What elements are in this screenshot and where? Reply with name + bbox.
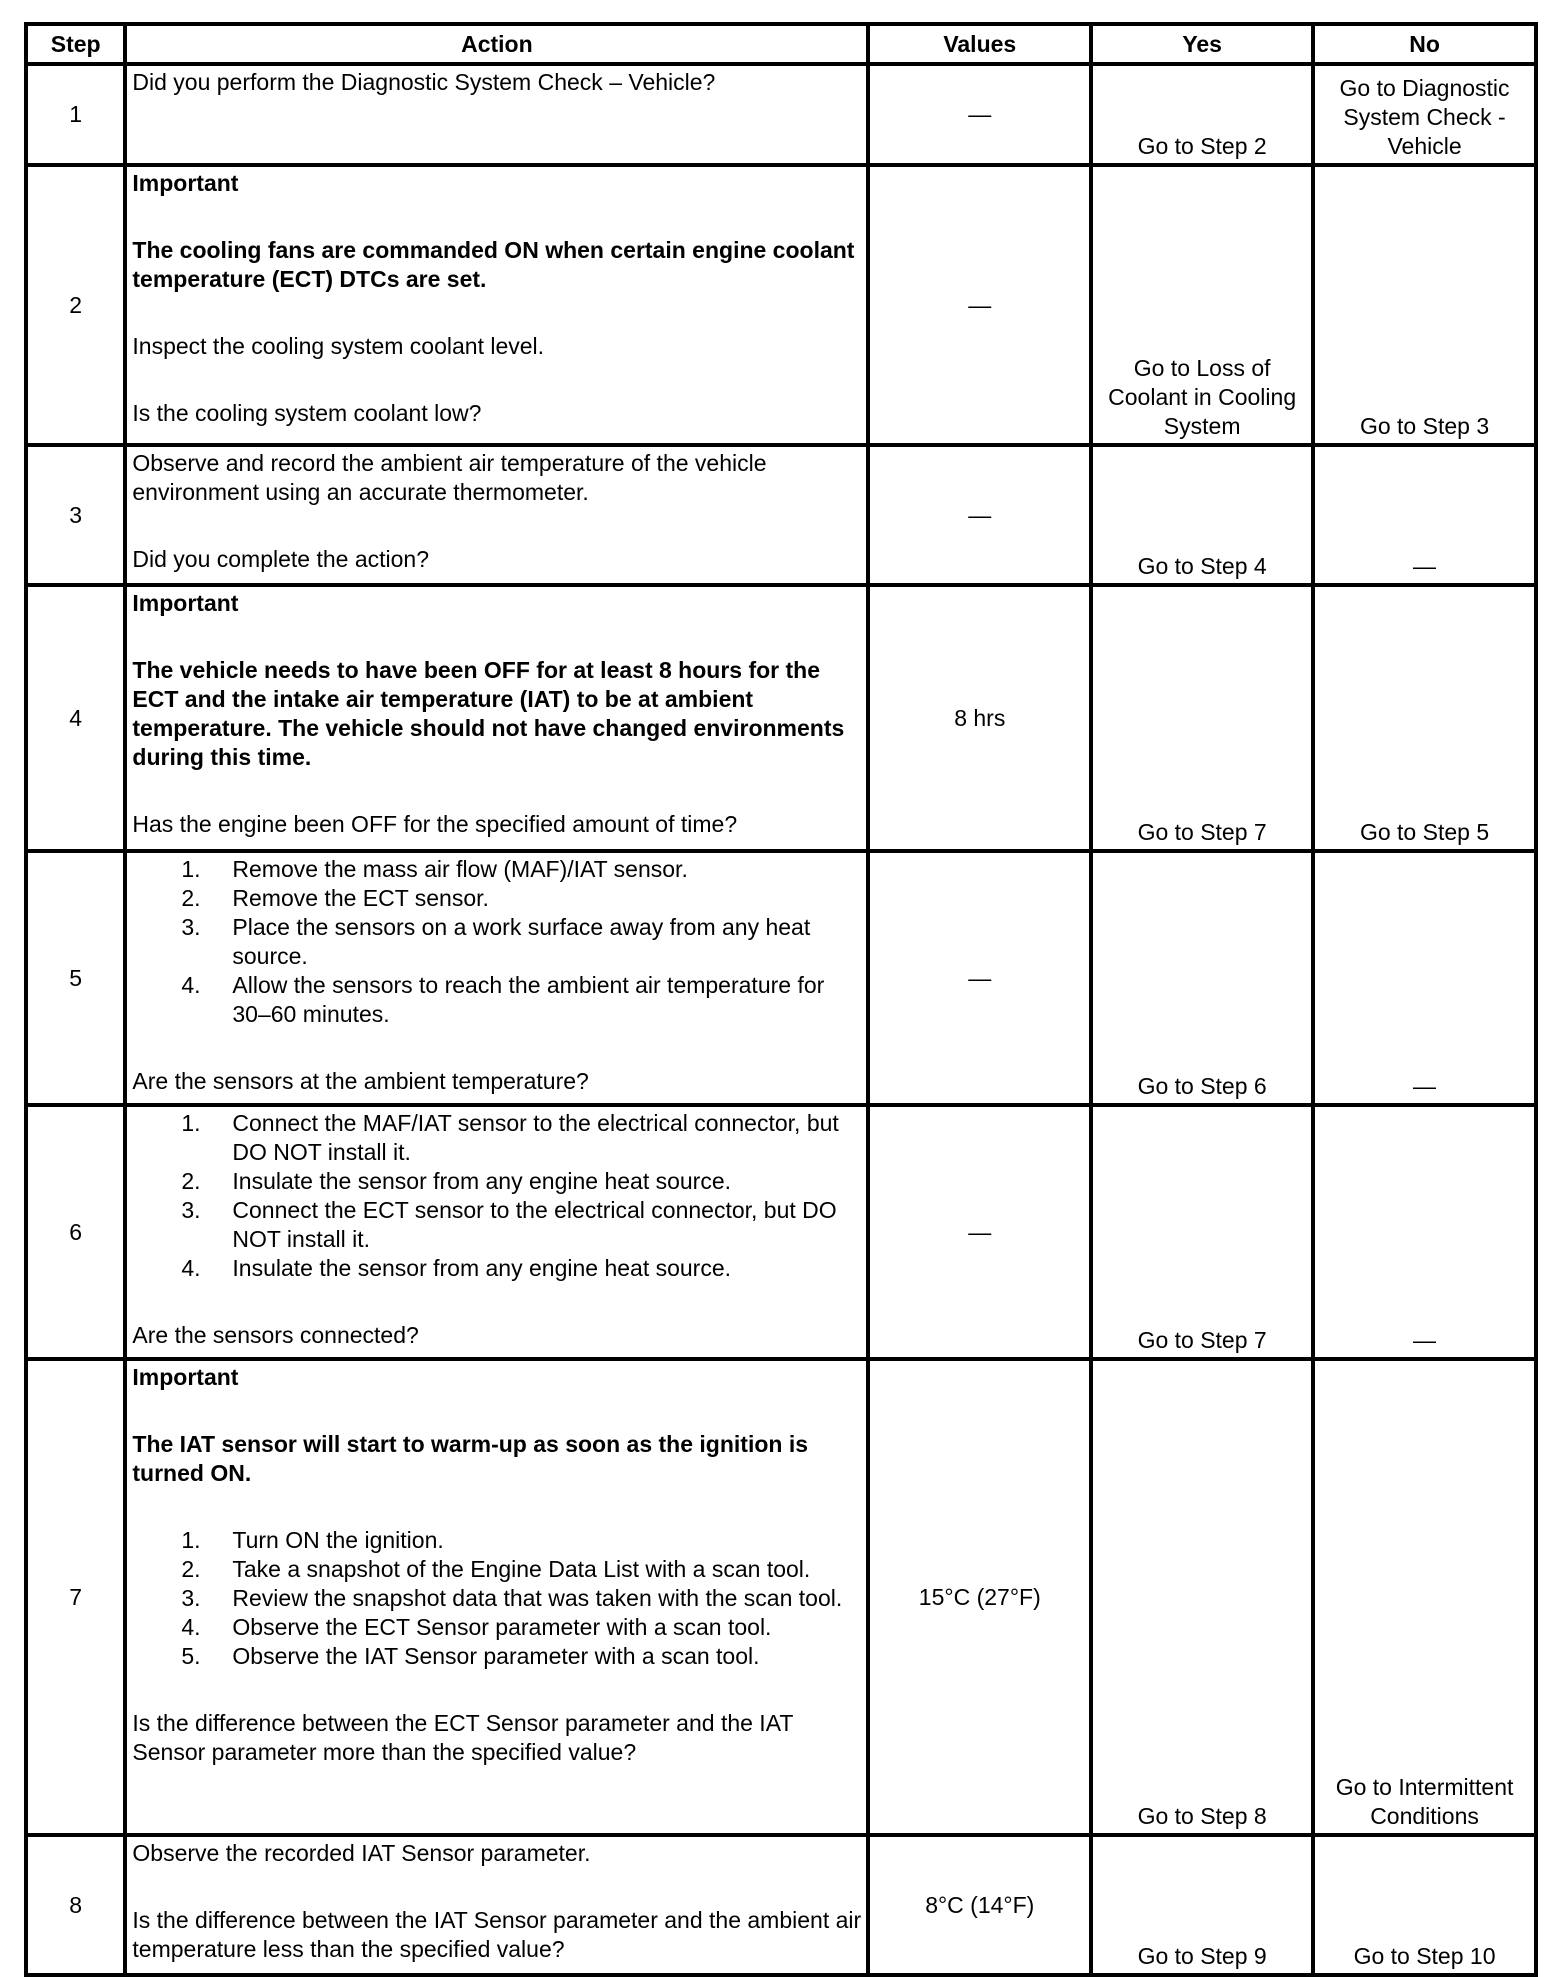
important-label: Important	[132, 1364, 239, 1390]
list-item: 3. Connect the ECT sensor to the electrical connector, but DO NOT install it.	[181, 1197, 837, 1252]
no-cell: Go to Step 10	[1313, 1835, 1536, 1975]
table-row	[26, 165, 1536, 445]
step-number: 3	[26, 445, 125, 585]
action-question: Is the cooling system coolant low?	[132, 400, 482, 426]
value-cell: —	[868, 851, 1091, 1105]
diagnostic-table	[24, 22, 1538, 1977]
list-item: 4. Allow the sensors to reach the ambient air temperature for 30–60 minutes.	[181, 972, 825, 1027]
step-number: 2	[26, 165, 125, 445]
col-header-no: No	[1313, 24, 1536, 64]
list-item: 4. Insulate the sensor from any engine heat source.	[181, 1255, 732, 1281]
no-cell: Go to Diagnostic System Check - Vehicle	[1313, 64, 1536, 165]
important-label: Important	[132, 590, 239, 616]
action-text: Observe the recorded IAT Sensor parameter.	[132, 1840, 591, 1866]
step-number: 1	[26, 64, 125, 165]
yes-cell: Go to Step 7	[1091, 585, 1313, 851]
procedure-list	[132, 855, 861, 1029]
yes-cell: Go to Step 7	[1091, 1105, 1313, 1359]
table-row	[26, 851, 1536, 1105]
list-item: 1. Remove the mass air flow (MAF)/IAT sensor.	[181, 856, 688, 882]
list-item: 1. Connect the MAF/IAT sensor to the electrical connector, but DO NOT install it.	[181, 1110, 839, 1165]
col-header-yes: Yes	[1091, 24, 1313, 64]
action-cell	[125, 585, 868, 851]
important-note: The IAT sensor will start to warm-up as soon as the ignition is turned ON.	[132, 1431, 809, 1486]
col-header-step: Step	[26, 24, 125, 64]
step-number: 6	[26, 1105, 125, 1359]
value-cell: —	[868, 64, 1091, 165]
no-cell: —	[1313, 1105, 1536, 1359]
table-row	[26, 445, 1536, 585]
action-cell	[125, 1105, 868, 1359]
action-text: Observe and record the ambient air temperature of the vehicle environment using an accurate thermometer.	[132, 450, 767, 505]
table-row	[26, 1835, 1536, 1975]
no-cell: —	[1313, 851, 1536, 1105]
important-note: The cooling fans are commanded ON when certain engine coolant temperature (ECT) DTCs are set.	[132, 237, 855, 292]
step-number: 8	[26, 1835, 125, 1975]
action-cell	[125, 851, 868, 1105]
list-item: 3. Review the snapshot data that was taken with the scan tool.	[181, 1585, 843, 1611]
action-question: Is the difference between the IAT Sensor parameter and the ambient air temperature less than the specified value?	[132, 1907, 862, 1962]
procedure-list	[132, 1109, 861, 1283]
action-cell	[125, 165, 868, 445]
important-note: The vehicle needs to have been OFF for at least 8 hours for the ECT and the intake air temperature (IAT) to be at ambient temperature. The vehicle should not have changed environments during this time.	[132, 657, 845, 770]
action-question: Is the difference between the ECT Sensor parameter and the IAT Sensor parameter more than the specified value?	[132, 1710, 793, 1765]
table-row	[26, 585, 1536, 851]
value-cell: —	[868, 445, 1091, 585]
action-question: Are the sensors connected?	[132, 1322, 419, 1348]
important-label: Important	[132, 170, 239, 196]
list-item: 2. Insulate the sensor from any engine heat source.	[181, 1168, 732, 1194]
yes-cell: Go to Step 2	[1091, 64, 1313, 165]
list-item: 2. Remove the ECT sensor.	[181, 885, 489, 911]
col-header-values: Values	[868, 24, 1091, 64]
list-item: 3. Place the sensors on a work surface away from any heat source.	[181, 914, 811, 969]
yes-cell: Go to Step 4	[1091, 445, 1313, 585]
step-number: 4	[26, 585, 125, 851]
value-cell: 8°C (14°F)	[868, 1835, 1091, 1975]
yes-cell: Go to Step 6	[1091, 851, 1313, 1105]
list-item: 5. Observe the IAT Sensor parameter with a scan tool.	[181, 1643, 760, 1669]
action-question: Did you complete the action?	[132, 546, 430, 572]
action-cell	[125, 64, 868, 165]
list-item: 1. Turn ON the ignition.	[181, 1527, 444, 1553]
col-header-action: Action	[125, 24, 868, 64]
action-question: Did you perform the Diagnostic System Check – Vehicle?	[132, 69, 716, 95]
action-question: Has the engine been OFF for the specified amount of time?	[132, 811, 738, 837]
value-cell: 8 hrs	[868, 585, 1091, 851]
value-cell: —	[868, 165, 1091, 445]
table-row	[26, 1359, 1536, 1835]
table-row	[26, 64, 1536, 165]
action-text: Inspect the cooling system coolant level.	[132, 333, 545, 359]
list-item: 4. Observe the ECT Sensor parameter with a scan tool.	[181, 1614, 772, 1640]
header-row	[26, 24, 1536, 64]
value-cell: 15°C (27°F)	[868, 1359, 1091, 1835]
action-cell	[125, 445, 868, 585]
table-row	[26, 1105, 1536, 1359]
action-cell	[125, 1835, 868, 1975]
action-cell	[125, 1359, 868, 1835]
yes-cell: Go to Loss of Coolant in Cooling System	[1091, 165, 1313, 445]
procedure-list	[132, 1526, 861, 1671]
list-item: 2. Take a snapshot of the Engine Data List with a scan tool.	[181, 1556, 811, 1582]
no-cell: Go to Step 3	[1313, 165, 1536, 445]
no-cell: Go to Intermittent Conditions	[1313, 1359, 1536, 1835]
yes-cell: Go to Step 9	[1091, 1835, 1313, 1975]
step-number: 7	[26, 1359, 125, 1835]
step-number: 5	[26, 851, 125, 1105]
yes-cell: Go to Step 8	[1091, 1359, 1313, 1835]
action-question: Are the sensors at the ambient temperature?	[132, 1068, 589, 1094]
value-cell: —	[868, 1105, 1091, 1359]
no-cell: —	[1313, 445, 1536, 585]
no-cell: Go to Step 5	[1313, 585, 1536, 851]
